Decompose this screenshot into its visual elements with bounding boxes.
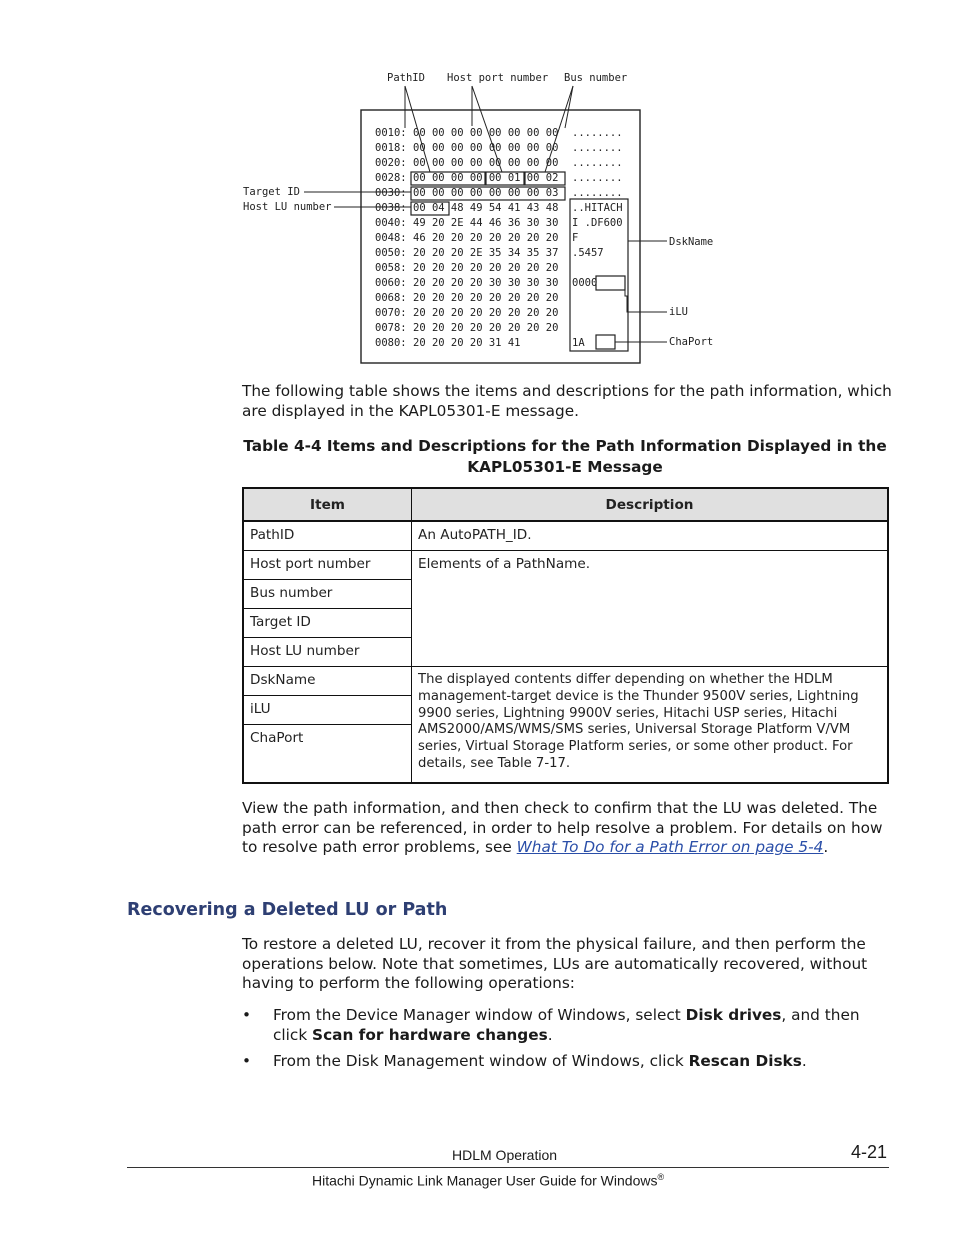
bullet-dot: • <box>242 1052 252 1070</box>
dump-hex: 20 20 20 2E 35 34 35 37 <box>413 247 559 259</box>
header-description: Description <box>412 488 888 521</box>
dump-hex: 20 20 20 20 20 20 20 20 <box>413 262 559 274</box>
callout-host-lu-number: Host LU number <box>243 201 332 213</box>
callout-chaport: ChaPort <box>669 336 714 348</box>
footer-section-title: HDLM Operation <box>452 1147 558 1163</box>
dump-ascii: ..HITACH <box>572 202 623 214</box>
view-text: View the path information, and then check to confirm that the LU was deleted. The path error can be referenced, in order to help resolve a problem. For details on how to resolve path error problems, see <box>242 799 883 857</box>
footer-book-title <box>312 1172 664 1189</box>
dump-hex: 00 00 00 00 00 00 00 03 <box>413 187 559 199</box>
view-end: . <box>823 838 829 857</box>
bullet1-scan-hardware: Scan for hardware changes <box>312 1025 548 1044</box>
bullet2-pre: From the Disk Management window of Windows, click <box>273 1052 689 1070</box>
dump-address: 0040: <box>375 217 407 229</box>
view-paragraph <box>242 799 902 858</box>
dump-address: 0048: <box>375 232 407 244</box>
header-item: Item <box>243 488 412 521</box>
cell-item: Target ID <box>243 609 412 638</box>
dump-hex: 00 00 00 00 00 01 00 02 <box>413 172 559 184</box>
ilu-leader <box>625 290 667 312</box>
dump-hex: 00 04 48 49 54 41 43 48 <box>413 202 559 214</box>
dump-ascii: ........ <box>572 157 623 169</box>
dump-address: 0068: <box>375 292 407 304</box>
callout-target-id: Target ID <box>243 186 300 198</box>
cell-item: Host LU number <box>243 638 412 667</box>
bullet2-end: . <box>801 1052 807 1070</box>
dump-hex: 20 20 20 20 20 20 20 20 <box>413 322 559 334</box>
bullet1-disk-drives: Disk drives <box>685 1006 782 1024</box>
table-header-row <box>243 488 888 521</box>
registered-mark: ® <box>657 1172 665 1182</box>
callout-pathid: PathID <box>387 72 425 84</box>
dump-hex: 00 00 00 00 00 00 00 00 <box>413 142 559 154</box>
dump-ascii: ........ <box>572 142 623 154</box>
dump-address: 0070: <box>375 307 407 319</box>
bullet1-pre: From the Device Manager window of Windows, select <box>273 1006 686 1024</box>
cell-description: Elements of a PathName. <box>412 551 888 667</box>
path-info-table <box>242 487 889 784</box>
dump-ascii: I .DF600 <box>572 217 623 229</box>
dump-ascii: ........ <box>572 127 623 139</box>
dump-ascii: ........ <box>572 187 623 199</box>
cell-item: DskName <box>243 667 412 696</box>
dump-address: 0050: <box>375 247 407 259</box>
hex-dump-figure <box>240 66 720 368</box>
bullet-dot: • <box>242 1006 252 1024</box>
dump-address: 0020: <box>375 157 407 169</box>
dump-hex: 46 20 20 20 20 20 20 20 <box>413 232 559 244</box>
dump-address: 0058: <box>375 262 407 274</box>
dump-hex: 00 00 00 00 00 00 00 00 <box>413 127 559 139</box>
dump-address: 0060: <box>375 277 407 289</box>
bullet-item <box>242 1006 892 1046</box>
bullet-text <box>273 1006 893 1045</box>
cell-item: ChaPort <box>243 725 412 784</box>
hex-dump-diagram <box>240 66 720 368</box>
dump-hex: 20 20 20 20 30 30 30 30 <box>413 277 559 289</box>
dump-hex: 20 20 20 20 20 20 20 20 <box>413 292 559 304</box>
dump-hex: 20 20 20 20 31 41 <box>413 337 521 349</box>
bullet-item <box>242 1052 892 1072</box>
dump-address: 0080: <box>375 337 407 349</box>
bullet1-end: . <box>547 1025 553 1044</box>
section-heading: Recovering a Deleted LU or Path <box>127 900 448 920</box>
dump-address: 0018: <box>375 142 407 154</box>
table-row <box>243 521 888 551</box>
restore-paragraph: To restore a deleted LU, recover it from the physical failure, and then perform the operations below. Note that sometimes, LUs are automatically recovered, without having to perform the following operations: <box>242 935 868 993</box>
dump-ascii: .5457 <box>572 247 604 259</box>
dump-ascii: F <box>572 232 579 244</box>
cell-description: The displayed contents differ depending on whether the HDLM management-target device is the Thunder 9500V series, Lightning 9900 series, Lightning 9900V series, Hitachi USP series, Hitachi AMS2000/AMS/WMS/SMS series, Universal Storage Platform V/VM series, Virtual Storage Platform series, or some other product. For details, see Table 7-17. <box>412 667 888 784</box>
cell-item: iLU <box>243 696 412 725</box>
table-caption: Table 4-4 Items and Descriptions for the Path Information Displayed in the KAPL05301-E Message <box>243 437 887 476</box>
bullet2-rescan-disks: Rescan Disks <box>688 1052 802 1070</box>
dump-ascii: 0000 <box>572 277 598 289</box>
chaport-box <box>596 335 615 349</box>
dump-address: 0010: <box>375 127 407 139</box>
intro-paragraph: The following table shows the items and descriptions for the path information, which are displayed in the KAPL05301-E message. <box>242 382 892 420</box>
callout-ilu: iLU <box>669 306 688 318</box>
dump-address: 0028: <box>375 172 407 184</box>
path-error-link[interactable]: What To Do for a Path Error on page 5-4 <box>516 838 824 857</box>
table-row <box>243 551 888 580</box>
bullet1-mid: , and then click <box>273 1006 860 1044</box>
cell-item: Bus number <box>243 580 412 609</box>
callout-host-port-number: Host port number <box>447 72 549 84</box>
page-number: 4-21 <box>851 1142 888 1162</box>
dump-hex: 00 00 00 00 00 00 00 00 <box>413 157 559 169</box>
footer-divider <box>127 1167 889 1168</box>
dump-address: 0078: <box>375 322 407 334</box>
cell-item: PathID <box>243 521 412 551</box>
callout-bus-number: Bus number <box>564 72 628 84</box>
dump-hex: 20 20 20 20 20 20 20 20 <box>413 307 559 319</box>
footer-book-text: Hitachi Dynamic Link Manager User Guide for Windows <box>312 1172 658 1189</box>
ilu-box <box>596 276 625 290</box>
callout-dskname: DskName <box>669 236 714 248</box>
bullet-text <box>273 1052 893 1072</box>
cell-description: An AutoPATH_ID. <box>412 521 888 551</box>
dump-rows <box>375 127 623 349</box>
cell-item: Host port number <box>243 551 412 580</box>
dump-address: 0030: <box>375 187 407 199</box>
dump-ascii: ........ <box>572 172 623 184</box>
dump-hex: 49 20 2E 44 46 36 30 30 <box>413 217 559 229</box>
dump-ascii: 1A <box>572 337 585 349</box>
table-row <box>243 667 888 696</box>
dump-address: 0038: <box>375 202 407 214</box>
